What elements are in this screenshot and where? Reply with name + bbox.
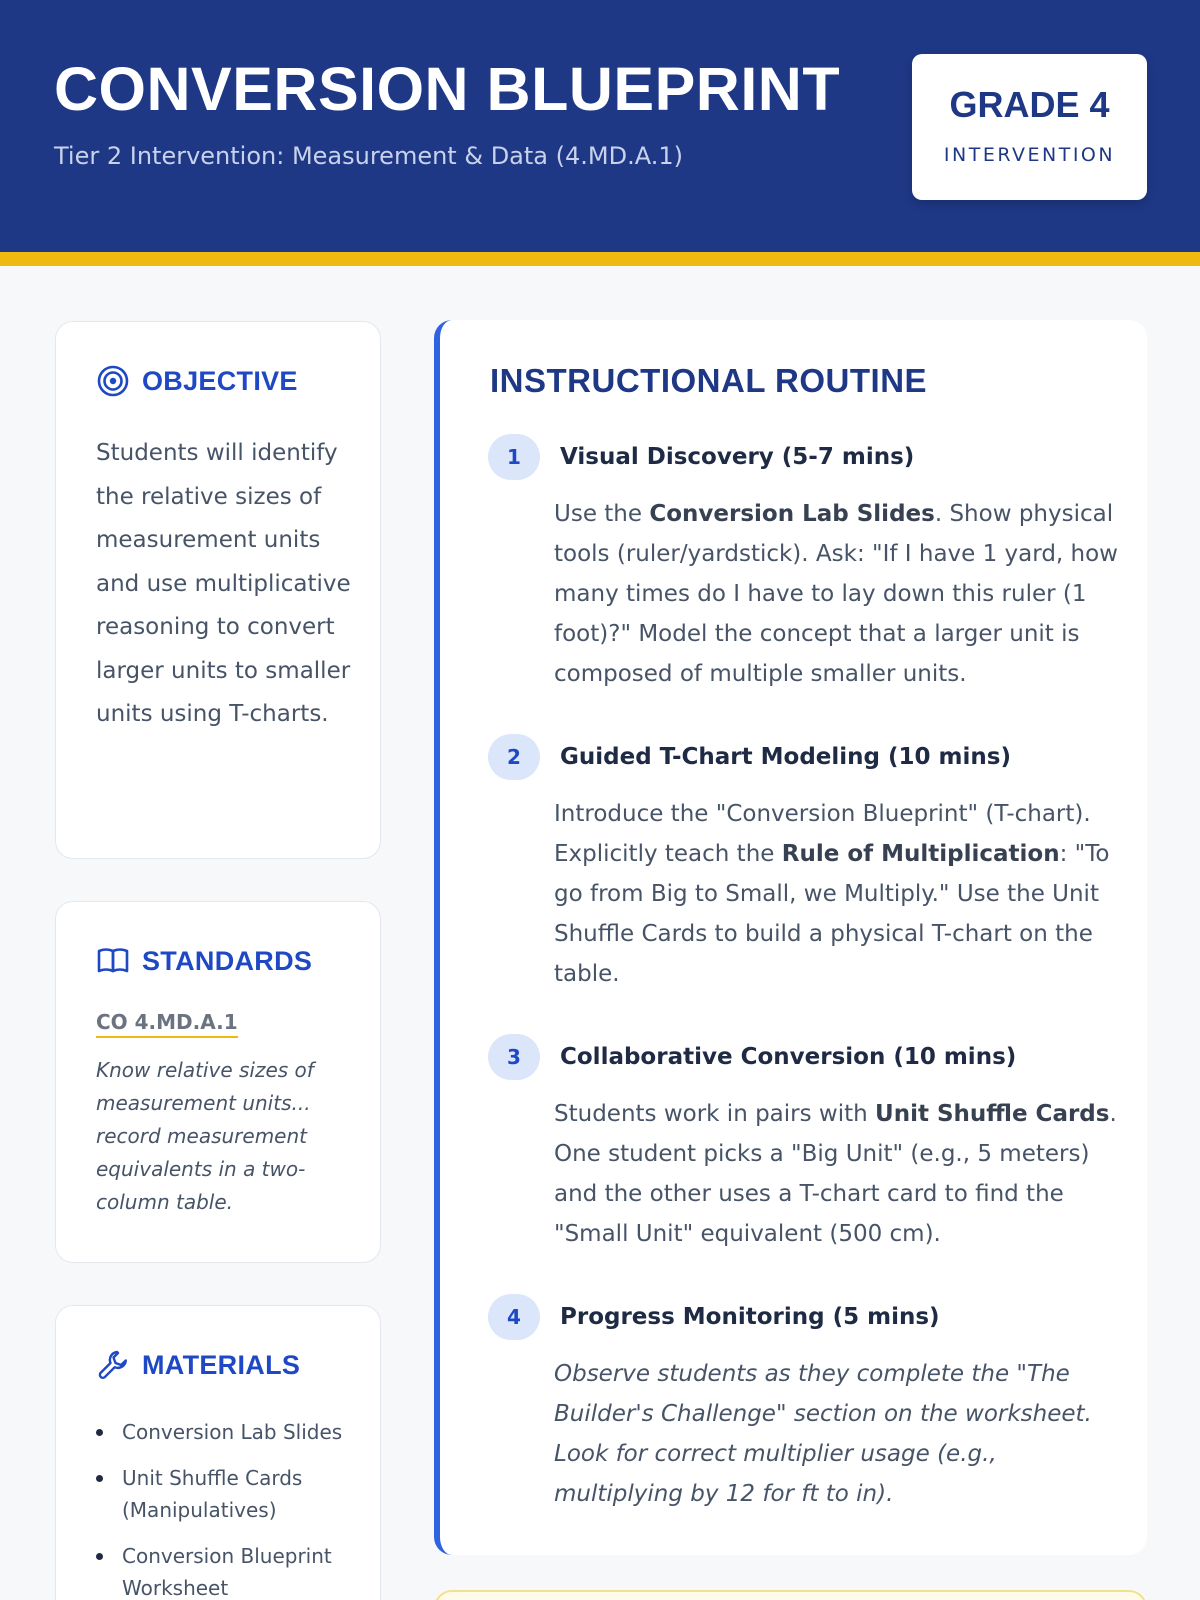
list-item: Conversion Blueprint Worksheet: [96, 1540, 356, 1600]
routine-step-4: [488, 1294, 1128, 1514]
step-description: Introduce the "Conversion Blueprint" (T-chart). Explicitly teach the Rule of Multiplication: "To go from Big to Small, we Multiply." Use the Unit Shuffle Cards to build a physical T-chart on the table.: [554, 801, 1110, 987]
routine-title: INSTRUCTIONAL ROUTINE: [490, 362, 928, 399]
objective-text: Students will identify the relative sizes of measurement units and use multiplicative reasoning to convert larger units to smaller units using T-charts.: [96, 440, 351, 727]
materials-title: MATERIALS: [142, 1349, 301, 1380]
list-item: Unit Shuffle Cards (Manipulatives): [96, 1462, 356, 1526]
list-item: Conversion Lab Slides: [96, 1416, 356, 1448]
step-number-badge: 2: [488, 734, 540, 780]
step-title: Visual Discovery (5-7 mins): [560, 444, 915, 470]
routine-step-2: [488, 734, 1128, 994]
step-title: Collaborative Conversion (10 mins): [560, 1044, 1017, 1070]
step-title: Guided T-Chart Modeling (10 mins): [560, 744, 1011, 770]
routine-card: [434, 320, 1147, 1555]
standards-title: STANDARDS: [142, 945, 313, 976]
standard-description: Know relative sizes of measurement units... record measurement equivalents in a two-column table.: [96, 1058, 314, 1214]
standards-card: [55, 901, 381, 1263]
step-number-badge: 1: [488, 434, 540, 480]
materials-list: [96, 1416, 356, 1600]
materials-card: [55, 1305, 381, 1600]
next-card-edge: [434, 1590, 1147, 1600]
page-subtitle: Tier 2 Intervention: Measurement & Data (4.MD.A.1): [54, 142, 683, 170]
materials-header: [96, 1348, 300, 1382]
step-number-badge: 3: [488, 1034, 540, 1080]
grade-title: GRADE 4: [949, 84, 1110, 125]
objective-card: [55, 321, 381, 859]
step-description: Observe students as they complete the "The Builder's Challenge" section on the worksheet. Look for correct multiplier usage (e.g., multiplying by 12 for ft to in).: [554, 1361, 1092, 1507]
grade-subtitle: INTERVENTION: [943, 144, 1116, 166]
step-description: Students work in pairs with Unit Shuffle Cards. One student picks a "Big Unit" (e.g., 5 meters) and the other uses a T-chart card to find the "Small Unit" equivalent (500 cm).: [554, 1101, 1117, 1247]
step-number-badge: 4: [488, 1294, 540, 1340]
standard-code: CO 4.MD.A.1: [96, 1010, 238, 1038]
standards-header: [96, 944, 312, 978]
step-title: Progress Monitoring (5 mins): [560, 1304, 940, 1330]
grade-badge: [912, 54, 1147, 200]
routine-step-1: [488, 434, 1128, 694]
page-title: CONVERSION BLUEPRINT: [54, 55, 841, 123]
target-icon: [96, 364, 130, 398]
step-description: Use the Conversion Lab Slides. Show physical tools (ruler/yardstick). Ask: "If I have 1 yard, how many times do I have to lay down this ruler (1 foot)?" Model the concept that a larger unit is composed of multiple smaller units.: [554, 501, 1118, 687]
wrench-icon: [96, 1348, 130, 1382]
objective-header: [96, 364, 298, 398]
header-accent-stripe: [0, 252, 1200, 266]
page-header: [0, 0, 1200, 252]
book-icon: [96, 944, 130, 978]
objective-title: OBJECTIVE: [142, 365, 298, 396]
routine-step-3: [488, 1034, 1128, 1254]
